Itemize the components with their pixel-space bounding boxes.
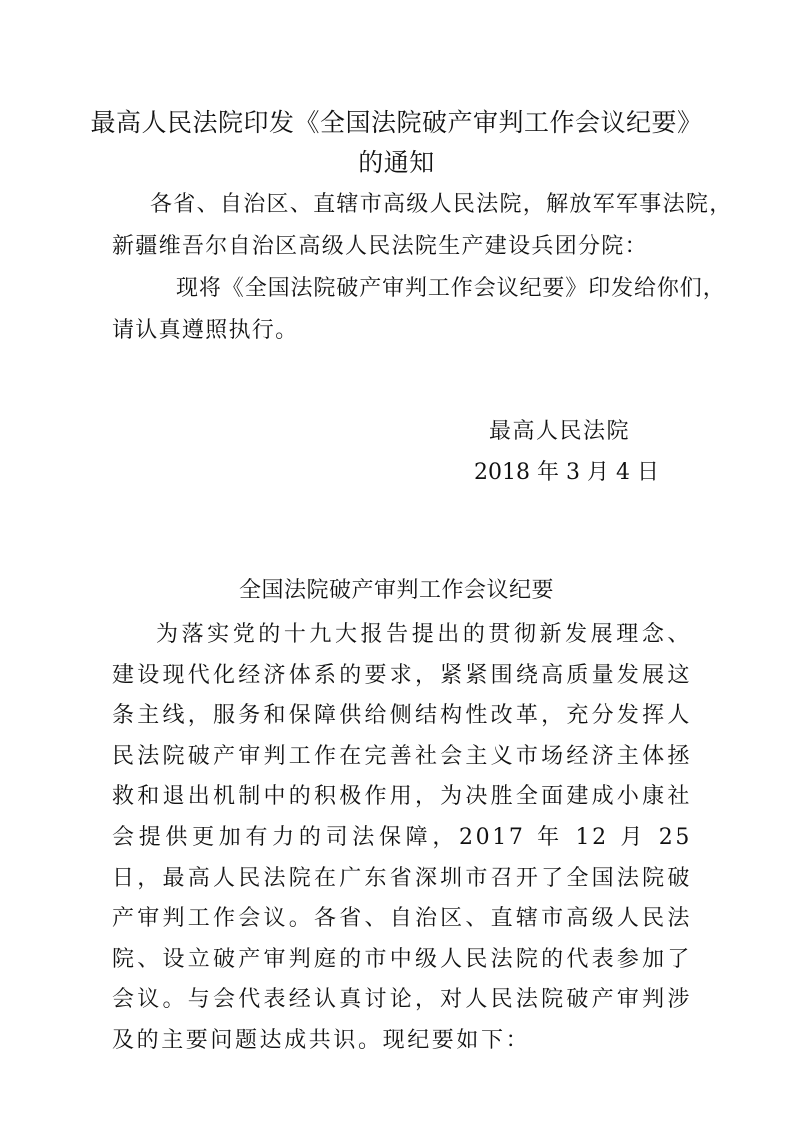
- minutes-title: 全国法院破产审判工作会议纪要: [238, 578, 554, 603]
- recipients-line-1: 各省、自治区、直辖市高级人民法院，解放军军事法院，: [150, 192, 733, 217]
- notice-title-line-1: 最高人民法院印发《全国法院破产审判工作会议纪要》: [90, 108, 703, 137]
- minutes-paragraph: 为落实党的十九大报告提出的贯彻新发展理念、建设现代化经济体系的要求，紧紧围绕高质量发展这条主线，服务和保障供给侧结构性改革，充分发挥人民法院破产审判工作在完善社会主义市场经济主体拯救和退出机制中的积极作用，为决胜全面建成小康社会提供更加有力的司法保障，2017 年 12 月 25 日，最高人民法院在广东省深圳市召开了全国法院破产审判工作会议。各省、自治区、直辖市高级人民法院、设立破产审判庭的市中级人民法院的代表参加了会议。与会代表经认真讨论，对人民法院破产审判涉及的主要问题达成共识。现纪要如下：: [112, 622, 692, 1053]
- notice-body-line-1: 现将《全国法院破产审判工作会议纪要》印发给你们，: [176, 276, 726, 301]
- notice-title-line-2: 的通知: [358, 148, 435, 177]
- issue-date: 2018 年 3 月 4 日: [474, 460, 659, 485]
- recipients-line-2: 新疆维吾尔自治区高级人民法院生产建设兵团分院：: [112, 234, 648, 259]
- notice-body-line-2: 请认真遵照执行。: [112, 318, 299, 343]
- issuer-signature: 最高人民法院: [489, 419, 631, 444]
